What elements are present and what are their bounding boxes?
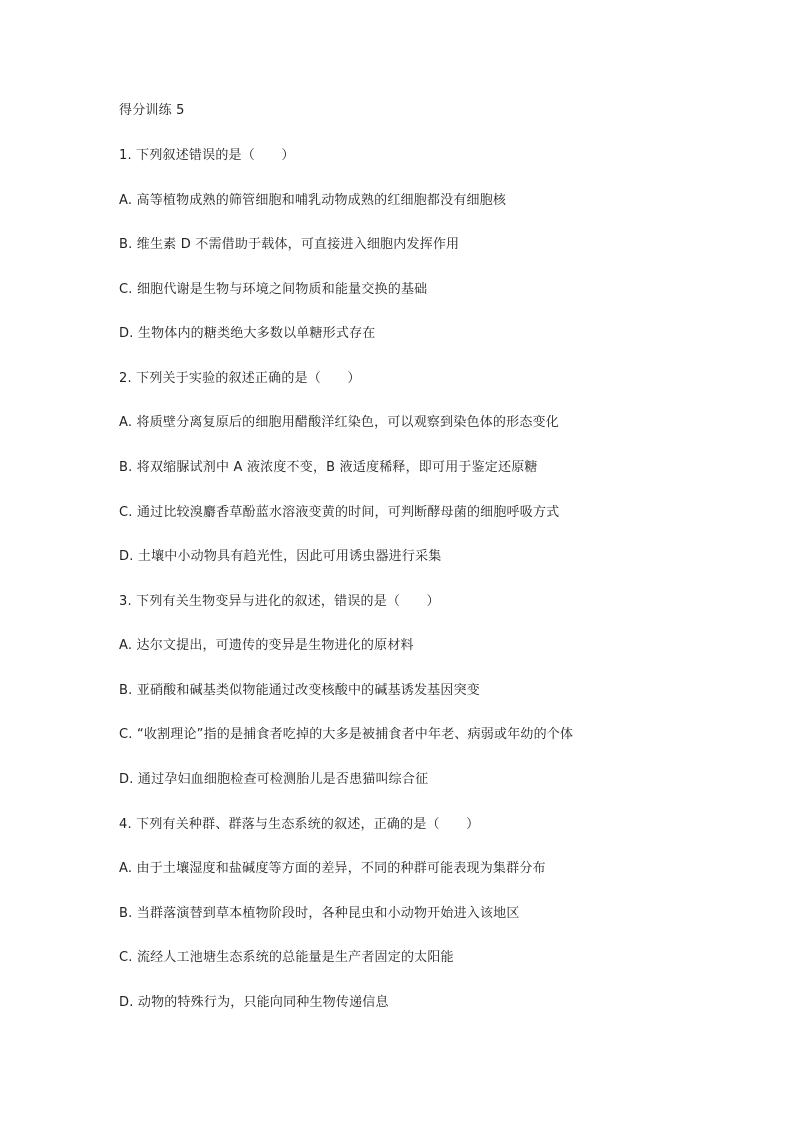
question-4-option-d: D. 动物的特殊行为，只能向同种生物传递信息 [119, 995, 389, 1010]
page-title: 得分训练 5 [119, 103, 185, 118]
question-1-option-b: B. 维生素 D 不需借助于载体，可直接进入细胞内发挥作用 [119, 237, 460, 252]
question-1-option-a: A. 高等植物成熟的筛管细胞和哺乳动物成熟的红细胞都没有细胞核 [119, 193, 507, 208]
question-3-option-d: D. 通过孕妇血细胞检查可检测胎儿是否患猫叫综合征 [119, 772, 429, 787]
question-4-option-c: C. 流经人工池塘生态系统的总能量是生产者固定的太阳能 [119, 950, 454, 965]
question-3-option-a: A. 达尔文提出，可遗传的变异是生物进化的原材料 [119, 638, 414, 653]
question-2-option-d: D. 土壤中小动物具有趋光性，因此可用诱虫器进行采集 [119, 549, 442, 564]
question-1-option-c: C. 细胞代谢是生物与环境之间物质和能量交换的基础 [119, 282, 428, 297]
question-4-stem: 4. 下列有关种群、群落与生态系统的叙述，正确的是（ ） [119, 817, 480, 832]
question-2-option-a: A. 将质壁分离复原后的细胞用醋酸洋红染色，可以观察到染色体的形态变化 [119, 415, 559, 430]
question-1-option-d: D. 生物体内的糖类绝大多数以单糖形式存在 [119, 326, 376, 341]
question-4-option-b: B. 当群落演替到草本植物阶段时，各种昆虫和小动物开始进入该地区 [119, 906, 520, 921]
question-2-option-b: B. 将双缩脲试剂中 A 液浓度不变，B 液适度稀释，即可用于鉴定还原糖 [119, 460, 538, 475]
question-3-stem: 3. 下列有关生物变异与进化的叙述，错误的是（ ） [119, 594, 440, 609]
question-4-option-a: A. 由于土壤湿度和盐碱度等方面的差异，不同的种群可能表现为集群分布 [119, 861, 546, 876]
question-1-stem: 1. 下列叙述错误的是（ ） [119, 148, 295, 163]
question-2-option-c: C. 通过比较溴麝香草酚蓝水溶液变黄的时间，可判断酵母菌的细胞呼吸方式 [119, 505, 560, 520]
question-3-option-b: B. 亚硝酸和碱基类似物能通过改变核酸中的碱基诱发基因突变 [119, 683, 480, 698]
question-3-option-c: C. “收割理论”指的是捕食者吃掉的大多是被捕食者中年老、病弱或年幼的个体 [119, 727, 574, 742]
question-2-stem: 2. 下列关于实验的叙述正确的是（ ） [119, 371, 361, 386]
